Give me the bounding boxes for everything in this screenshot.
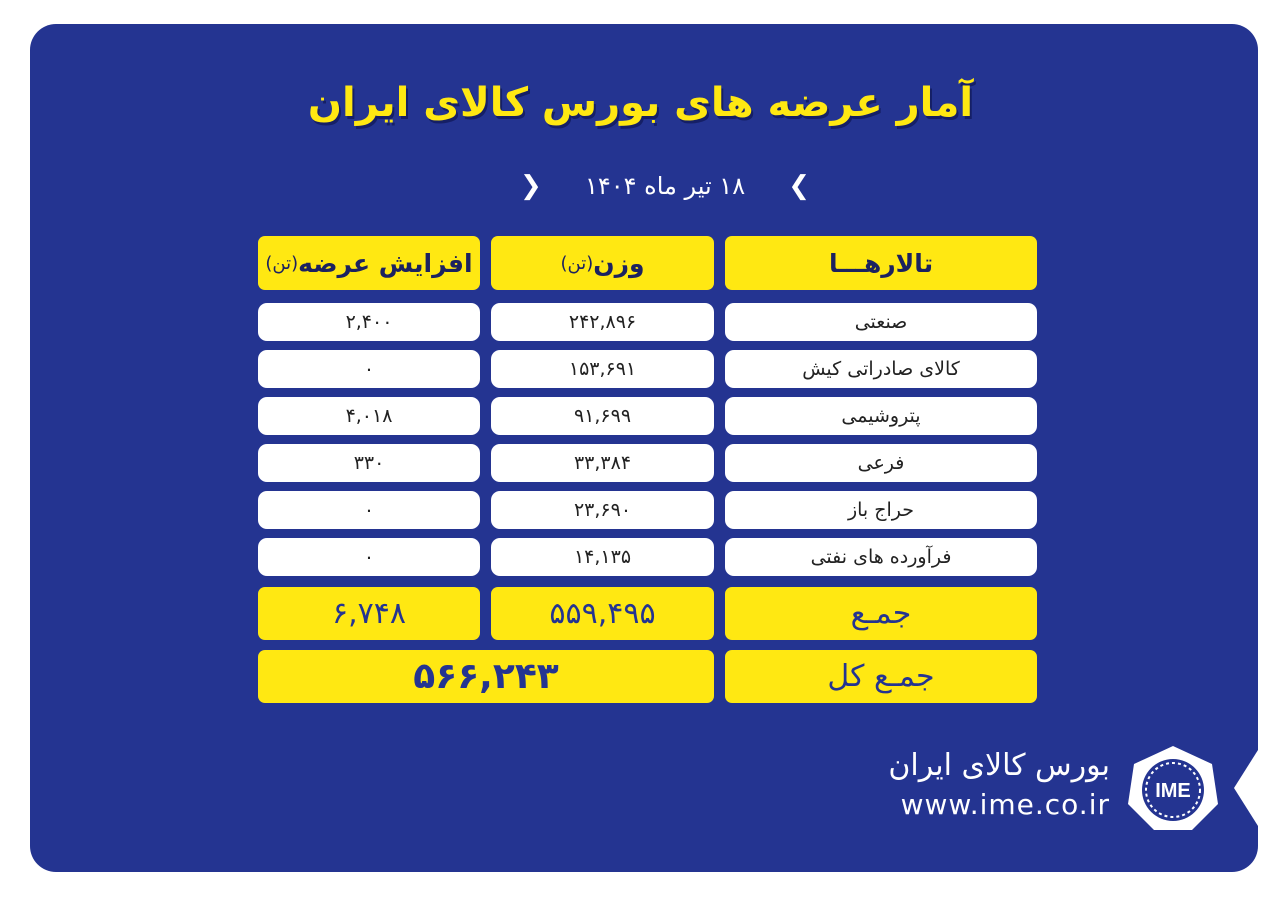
table-row-weight: ۹۱,۶۹۹ [491, 397, 714, 435]
header-increase-label: افزایش عرضه [298, 248, 473, 278]
table-row-hall: کالای صادراتی کیش [725, 350, 1037, 388]
table-row-weight: ۲۳,۶۹۰ [491, 491, 714, 529]
table-row-hall: پتروشیمی [725, 397, 1037, 435]
table-row-increase: ۳۳۰ [258, 444, 480, 482]
card-notch [1234, 750, 1258, 826]
total-label: جمـع [725, 587, 1037, 640]
header-increase [258, 236, 480, 290]
date-bar [520, 168, 810, 204]
grand-total-value: ۵۶۶,۲۴۳ [258, 650, 714, 703]
total-weight: ۵۵۹,۴۹۵ [491, 587, 714, 640]
ime-logo-text: IME [1155, 780, 1191, 802]
table-row-increase: ۴,۰۱۸ [258, 397, 480, 435]
table-row-hall: فرعی [725, 444, 1037, 482]
brand-url: www.ime.co.ir [900, 788, 1110, 821]
header-weight-label: وزن [593, 248, 645, 278]
page-title: آمار عرضه های بورس کالای ایران [307, 80, 974, 126]
table-row-increase: ۲,۴۰۰ [258, 303, 480, 341]
header-weight-unit: (تن) [560, 252, 594, 274]
table-row-weight: ۱۵۳,۶۹۱ [491, 350, 714, 388]
table-row-increase: ۰ [258, 538, 480, 576]
date-label: ۱۸ تیر ماه ۱۴۰۴ [584, 172, 746, 200]
total-increase: ۶,۷۴۸ [258, 587, 480, 640]
ime-logo-icon [1126, 744, 1220, 832]
table-row-weight: ۳۳,۳۸۴ [491, 444, 714, 482]
chevron-right-icon: ❯ [788, 171, 810, 201]
table-row-hall: حراج باز [725, 491, 1037, 529]
brand-name: بورس کالای ایران [888, 748, 1110, 783]
table-row-increase: ۰ [258, 491, 480, 529]
table-row-increase: ۰ [258, 350, 480, 388]
table-row-weight: ۲۴۲,۸۹۶ [491, 303, 714, 341]
table-row-hall: صنعتی [725, 303, 1037, 341]
chevron-left-icon: ❮ [520, 171, 542, 201]
header-weight [491, 236, 714, 290]
table-row-hall: فرآورده های نفتی [725, 538, 1037, 576]
header-increase-unit: (تن) [265, 252, 299, 274]
header-halls-label: تالارهـــا [828, 248, 934, 278]
header-halls [725, 236, 1037, 290]
table-row-weight: ۱۴,۱۳۵ [491, 538, 714, 576]
grand-total-label: جمـع کل [725, 650, 1037, 703]
